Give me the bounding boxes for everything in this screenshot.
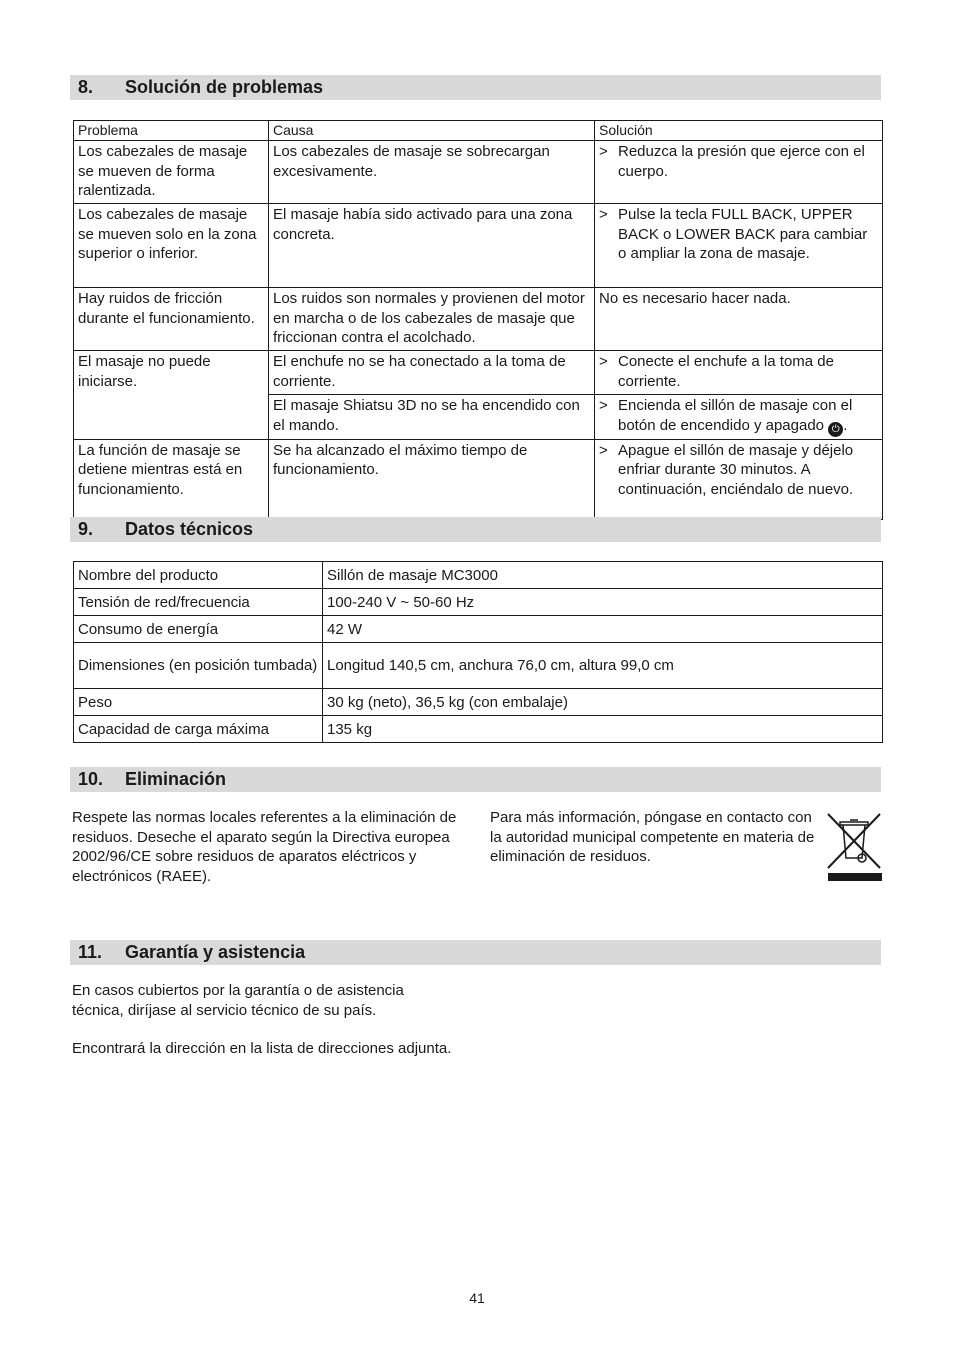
solution-cell <box>595 204 883 288</box>
spec-label: Consumo de energía <box>74 616 323 643</box>
spec-label: Peso <box>74 689 323 716</box>
section-title: Solución de problemas <box>125 77 324 97</box>
warranty-paragraph: En casos cubiertos por la garantía o de asistencia técnica, diríjase al servicio técnico de su país. <box>72 982 404 1019</box>
section-number: 10. <box>78 769 104 789</box>
table-row <box>74 716 883 743</box>
problem-cell: Hay ruidos de fricción durante el funcionamiento. <box>74 288 269 351</box>
table-row <box>74 616 883 643</box>
column-header-solution: Solución <box>595 121 883 141</box>
arrow-marker: > <box>599 206 608 223</box>
solution-cell: No es necesario hacer nada. <box>595 288 883 351</box>
section-header-disposal <box>70 767 881 792</box>
spec-value: Sillón de masaje MC3000 <box>323 562 883 589</box>
section-header-technical-data <box>70 517 881 542</box>
solution-text: Pulse la tecla FULL BACK, UPPER BACK o LOWER BACK para cambiar o ampliar la zona de masaje. <box>618 206 868 262</box>
arrow-marker: > <box>599 441 608 459</box>
section-number: 9. <box>78 519 94 539</box>
spec-label: Tensión de red/frecuencia <box>74 589 323 616</box>
problem-cell: El masaje no puede iniciarse. <box>74 351 269 440</box>
disposal-text-left: Respete las normas locales referentes a la eliminación de residuos. Deseche el aparato según la Directiva europea 2002/96/CE sobre residuos de aparatos eléctricos y electrónicos (RAEE). <box>72 809 457 885</box>
warranty-paragraph: Encontrará la dirección en la lista de direcciones adjunta. <box>72 1040 452 1057</box>
spec-value: 100-240 V ~ 50-60 Hz <box>323 589 883 616</box>
section-title: Datos técnicos <box>125 519 254 539</box>
table-row <box>74 689 883 716</box>
page-number: 41 <box>469 1290 485 1306</box>
cause-cell: Los cabezales de masaje se sobrecargan excesivamente. <box>269 141 595 204</box>
section-title: Eliminación <box>125 769 227 789</box>
spec-label: Capacidad de carga máxima <box>74 716 323 743</box>
table-header-row <box>74 121 883 141</box>
solution-text: Encienda el sillón de masaje con el botón de encendido y apagado <box>618 397 853 434</box>
table-row <box>74 351 883 395</box>
solution-cell <box>595 351 883 395</box>
cause-cell: El enchufe no se ha conectado a la toma de corriente. <box>269 351 595 395</box>
solution-text-end: . <box>843 416 848 434</box>
power-icon: ⏻ <box>828 422 843 437</box>
solution-cell <box>595 141 883 204</box>
spec-value: Longitud 140,5 cm, anchura 76,0 cm, altura 99,0 cm <box>323 643 883 689</box>
table-row <box>74 288 883 351</box>
table-row <box>74 562 883 589</box>
disposal-text-right: Para más información, póngase en contacto con la autoridad municipal competente en materia de eliminación de residuos. <box>490 809 815 865</box>
spec-value: 42 W <box>323 616 883 643</box>
spec-value: 135 kg <box>323 716 883 743</box>
column-header-cause: Causa <box>269 121 595 141</box>
arrow-marker: > <box>599 397 608 414</box>
solution-text: Reduzca la presión que ejerce con el cuerpo. <box>618 143 865 180</box>
table-row <box>74 141 883 204</box>
spec-label: Dimensiones (en posición tumbada) <box>74 643 323 689</box>
spec-value: 30 kg (neto), 36,5 kg (con embalaje) <box>323 689 883 716</box>
problem-cell: La función de masaje se detiene mientras está en funcionamiento. <box>74 439 269 519</box>
cause-cell: El masaje había sido activado para una zona concreta. <box>269 204 595 288</box>
table-row <box>74 439 883 519</box>
section-header-warranty <box>70 940 881 965</box>
solution-cell <box>595 439 883 519</box>
table-row <box>74 204 883 288</box>
section-header-troubleshooting <box>70 75 881 100</box>
cause-cell: Se ha alcanzado el máximo tiempo de funcionamiento. <box>269 439 595 519</box>
section-title: Garantía y asistencia <box>125 942 306 962</box>
problem-cell: Los cabezales de masaje se mueven de forma ralentizada. <box>74 141 269 204</box>
table-row <box>74 589 883 616</box>
section-number: 8. <box>78 77 94 97</box>
column-header-problem: Problema <box>74 121 269 141</box>
specs-table <box>73 561 883 743</box>
troubleshooting-table <box>73 120 883 520</box>
solution-cell <box>595 395 883 440</box>
solution-text: Conecte el enchufe a la toma de corriente. <box>618 353 834 390</box>
table-row <box>74 643 883 689</box>
section-number: 11. <box>78 942 103 962</box>
arrow-marker: > <box>599 143 608 160</box>
solution-text: Apague el sillón de masaje y déjelo enfriar durante 30 minutos. A continuación, enciéndalo de nuevo. <box>618 441 854 498</box>
arrow-marker: > <box>599 353 608 370</box>
problem-cell: Los cabezales de masaje se mueven solo en la zona superior o inferior. <box>74 204 269 288</box>
cause-cell: El masaje Shiatsu 3D no se ha encendido con el mando. <box>269 395 595 440</box>
weee-crossed-bin-icon <box>826 812 882 882</box>
spec-label: Nombre del producto <box>74 562 323 589</box>
cause-cell: Los ruidos son normales y provienen del motor en marcha o de los cabezales de masaje que friccionan contra el acolchado. <box>269 288 595 351</box>
